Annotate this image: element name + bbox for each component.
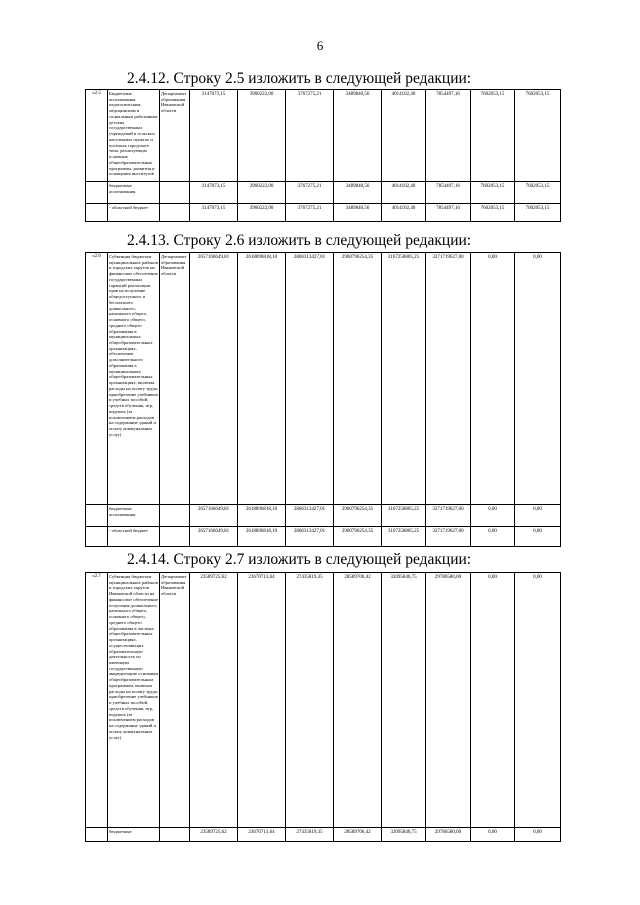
value-cell: 23670713,64 <box>238 573 286 828</box>
table-row-2-5 <box>85 89 561 222</box>
table-row <box>86 90 561 182</box>
sub-row-label: бюджетные ассигнования <box>108 182 160 204</box>
table-row-2-7 <box>85 572 561 842</box>
section-heading-2-6: 2.4.13. Строку 2.6 изложить в следующей редакции: <box>127 232 472 249</box>
value-cell: 4014102,40 <box>382 90 426 182</box>
value-cell: 23589725,62 <box>190 573 238 828</box>
value-cell: 3271719627,00 <box>426 253 471 505</box>
value-cell: 3147073,15 <box>190 182 238 204</box>
value-cell: 0,00 <box>515 505 561 527</box>
table-row <box>86 573 561 828</box>
value-cell: 29786580,00 <box>426 828 471 842</box>
row-code: «2.7 <box>86 573 108 828</box>
value-cell: 28589706,42 <box>334 573 382 828</box>
value-cell: 7602053,15 <box>471 90 515 182</box>
value-cell: 2657166649,81 <box>190 253 238 505</box>
value-cell: 3767275,21 <box>286 90 334 182</box>
row-description: Бюджетные ассигнования педагогическим, медицинским и социальным работникам детских государственных учреждений в сельских населенных пунктах и поселках городского типа, реализующих основные общеобразовательные программы, развития и оснащения институтов <box>108 90 160 182</box>
sub-row-label: бюджетные ассигнования <box>108 505 160 527</box>
value-cell: 27435819,35 <box>286 828 334 842</box>
value-cell: 3489840,56 <box>334 204 382 222</box>
value-cell: 28589706,42 <box>334 828 382 842</box>
value-cell: 2866313427,01 <box>286 253 334 505</box>
value-cell: 3167258805,25 <box>382 253 426 505</box>
value-cell: 0,00 <box>515 527 561 547</box>
value-cell: 3960222,00 <box>238 182 286 204</box>
value-cell: 29786580,00 <box>426 573 471 828</box>
value-cell: 3489840,56 <box>334 90 382 182</box>
sub-row-label: - областной бюджет <box>108 527 160 547</box>
value-cell: 7854497,16 <box>426 182 471 204</box>
value-cell: 23670713,64 <box>238 828 286 842</box>
value-cell: 2960796254,35 <box>334 253 382 505</box>
value-cell: 3960222,00 <box>238 204 286 222</box>
value-cell: 0,00 <box>471 573 515 828</box>
page-number: 6 <box>316 38 324 53</box>
value-cell: 2618896818,10 <box>238 527 286 547</box>
value-cell: 2657166649,81 <box>190 527 238 547</box>
value-cell: 3767275,21 <box>286 182 334 204</box>
value-cell: 7602053,15 <box>471 204 515 222</box>
table-row-2-6 <box>85 252 561 547</box>
value-cell: 3147073,15 <box>190 204 238 222</box>
value-cell: 0,00 <box>471 505 515 527</box>
sub-row-label: бюджетные <box>108 828 160 842</box>
row-executor: Департамент образования Ивановской области <box>160 253 190 505</box>
table-row <box>86 828 561 842</box>
value-cell: 2657166649,81 <box>190 505 238 527</box>
value-cell: 2960796254,35 <box>334 505 382 527</box>
section-heading-2-7: 2.4.14. Строку 2.7 изложить в следующей редакции: <box>127 551 472 568</box>
value-cell: 7602053,15 <box>515 182 561 204</box>
table-row <box>86 527 561 547</box>
value-cell: 4014102,40 <box>382 182 426 204</box>
row-code: «2.6 <box>86 253 108 505</box>
value-cell: 2960796254,35 <box>334 527 382 547</box>
row-description: Субвенция бюджетам муниципальных районов и городских округов на финансовое обеспечение государственных гарантий реализации прав на получение общедоступного и бесплатного дошкольного, начального общего, основного общего, среднего общего образования в муниципальных общеобразовательных организациях, обеспечение дополнительного образования в муниципальных общеобразовательных организациях, включая расходы на оплату труда, приобретение учебников и учебных пособий, средств обучения, игр, игрушек (за исключением расходов на содержание зданий и оплату коммунальных услуг) <box>108 253 160 505</box>
section-heading-2-5: 2.4.12. Строку 2.5 изложить в следующей редакции: <box>127 70 472 87</box>
value-cell: 3489840,56 <box>334 182 382 204</box>
table-row <box>86 505 561 527</box>
row-executor: Департамент образования Ивановской области <box>160 90 190 182</box>
value-cell: 27435819,35 <box>286 573 334 828</box>
value-cell: 3271719627,00 <box>426 527 471 547</box>
value-cell: 7602053,15 <box>515 90 561 182</box>
value-cell: 3167258805,25 <box>382 527 426 547</box>
value-cell: 0,00 <box>515 253 561 505</box>
row-code: «2.5 <box>86 90 108 182</box>
value-cell: 3767275,21 <box>286 204 334 222</box>
value-cell: 2866313427,01 <box>286 527 334 547</box>
value-cell: 32095840,75 <box>382 828 426 842</box>
value-cell: 4014102,40 <box>382 204 426 222</box>
value-cell: 0,00 <box>471 253 515 505</box>
row-executor: Департамент образования Ивановской области <box>160 573 190 828</box>
value-cell: 0,00 <box>471 527 515 547</box>
value-cell: 0,00 <box>515 573 561 828</box>
table-row <box>86 182 561 204</box>
value-cell: 3960222,00 <box>238 90 286 182</box>
value-cell: 3271719627,00 <box>426 505 471 527</box>
value-cell: 7602053,15 <box>471 182 515 204</box>
value-cell: 7854497,16 <box>426 204 471 222</box>
value-cell: 7602053,15 <box>515 204 561 222</box>
table-row <box>86 204 561 222</box>
table-row <box>86 253 561 505</box>
value-cell: 3167258805,25 <box>382 505 426 527</box>
row-description: Субвенция бюджетам муниципальных районов и городских округов Ивановской области на финансовое обеспечение получения дошкольного, начального общего, основного общего, среднего общего образования в частных общеобразовательных организациях, осуществляющих образовательную деятельность по имеющим государственную аккредитацию основным общеобразовательным программам, включая расходы на оплату труда, приобретение учебников и учебных пособий, средств обучения, игр, игрушек (за исключением расходов на содержание зданий и оплату коммунальных услуг) <box>108 573 160 828</box>
value-cell: 3147073,15 <box>190 90 238 182</box>
value-cell: 32095840,75 <box>382 573 426 828</box>
value-cell: 2866313427,01 <box>286 505 334 527</box>
value-cell: 0,00 <box>515 828 561 842</box>
value-cell: 2618896818,10 <box>238 253 286 505</box>
sub-row-label: - областной бюджет <box>108 204 160 222</box>
value-cell: 0,00 <box>471 828 515 842</box>
value-cell: 23589725,62 <box>190 828 238 842</box>
value-cell: 2618896818,10 <box>238 505 286 527</box>
value-cell: 7854497,16 <box>426 90 471 182</box>
